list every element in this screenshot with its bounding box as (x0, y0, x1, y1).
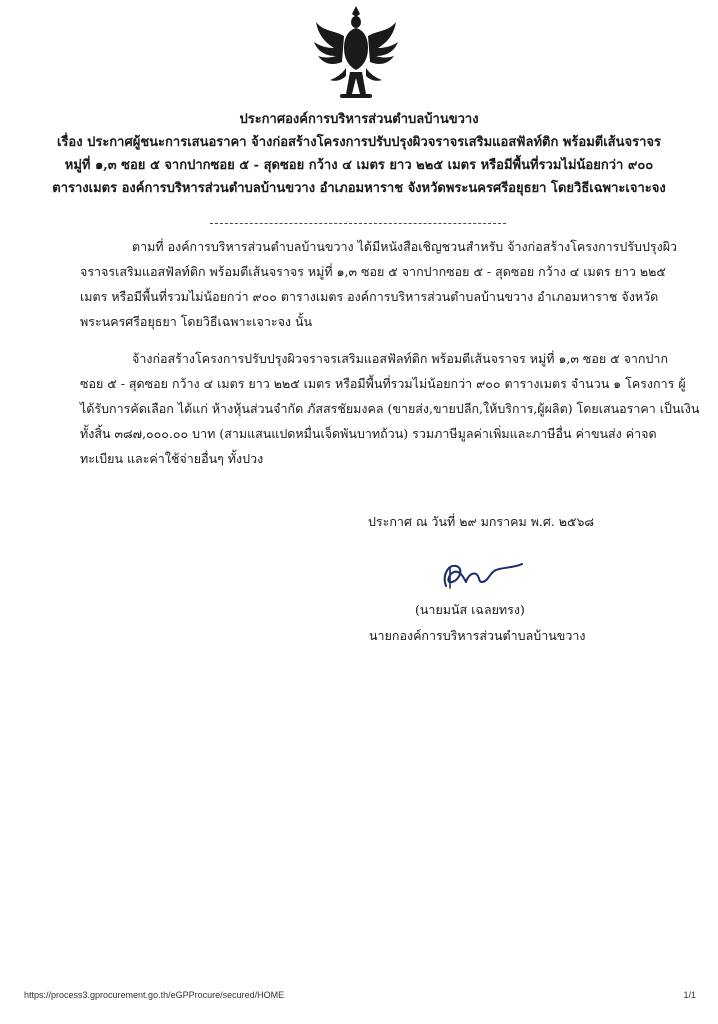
office-title: ประกาศองค์การบริหารส่วนตำบลบ้านขวาง (239, 112, 479, 127)
paragraph-1 (80, 234, 680, 334)
signer-name: (นายมนัส เฉลยทรง) (415, 602, 525, 617)
footer-page-number: 1/1 (683, 990, 696, 1000)
signer-title: นายกองค์การบริหารส่วนตำบลบ้านขวาง (369, 628, 586, 643)
document-header (40, 108, 678, 200)
paragraph-2-line: ซอย ๕ - สุดซอย กว้าง ๔ เมตร ยาว ๒๒๕ เมตร หรือมีพื้นที่รวมไม่น้อยกว่า ๙๐๐ ตารางเมตร จำนวน ๑ โครงการ ผู้ (80, 376, 686, 391)
paragraph-2 (80, 346, 700, 471)
paragraph-1-line: ตามที่ องค์การบริหารส่วนตำบลบ้านขวาง ได้มีหนังสือเชิญชวนสำหรับ จ้างก่อสร้างโครงการปรับปรุงผิว (132, 239, 678, 254)
subject-line-3: ตารางเมตร องค์การบริหารส่วนตำบลบ้านขวาง อำเภอมหาราช จังหวัดพระนครศรีอยุธยา โดยวิธีเฉพาะเจาะจง (52, 181, 666, 196)
paragraph-2-line: ทั้งสิ้น ๓๘๗,๐๐๐.๐๐ บาท (สามแสนแปดหมื่นเจ็ดพันบาทถ้วน) รวมภาษีมูลค่าเพิ่มและภาษีอื่น ค่าขนส่ง ค่าจด (80, 426, 657, 441)
announcement-date: ประกาศ ณ วันที่ ๒๙ มกราคม พ.ศ. ๒๕๖๘ (368, 514, 595, 529)
subject-line-2: หมู่ที่ ๑,๓ ซอย ๕ จากปากซอย ๕ - สุดซอย กว้าง ๔ เมตร ยาว ๒๒๕ เมตร หรือมีพื้นที่รวมไม่น้อยกว่า ๙๐๐ (64, 158, 654, 173)
footer-url: https://process3.gprocurement.go.th/eGPProcure/secured/HOME (24, 990, 285, 1000)
paragraph-1-line: จราจรเสริมแอสฟัลท์ติก พร้อมตีเส้นจราจร หมู่ที่ ๑,๓ ซอย ๕ จากปากซอย ๕ - สุดซอย กว้าง ๔ เมตร ยาว ๒๒๕ (80, 264, 666, 279)
paragraph-1-line: เมตร หรือมีพื้นที่รวมไม่น้อยกว่า ๙๐๐ ตารางเมตร องค์การบริหารส่วนตำบลบ้านขวาง อำเภอมหาราช จังหวัด (80, 289, 659, 304)
paragraph-2-line: จ้างก่อสร้างโครงการปรับปรุงผิวจราจรเสริมแอสฟัลท์ติก พร้อมตีเส้นจราจร หมู่ที่ ๑,๓ ซอย ๕ จากปาก (132, 351, 669, 366)
paragraph-2-line: ได้รับการคัดเลือก ได้แก่ ห้างหุ้นส่วนจำกัด ภัสสรชัยมงคล (ขายส่ง,ขายปลีก,ให้บริการ,ผู้ผลิต) โดยเสนอราคา เป็นเงิน (80, 401, 700, 416)
handwritten-signature (428, 556, 538, 596)
dashed-divider (210, 223, 506, 224)
paragraph-2-line: ทะเบียน และค่าใช้จ่ายอื่นๆ ทั้งปวง (80, 451, 264, 466)
subject-line-1: เรื่อง ประกาศผู้ชนะการเสนอราคา จ้างก่อสร้างโครงการปรับปรุงผิวจราจรเสริมแอสฟัลท์ติก พร้อมตีเส้นจราจร (56, 135, 661, 150)
paragraph-1-line: พระนครศรีอยุธยา โดยวิธีเฉพาะเจาะจง นั้น (80, 314, 313, 329)
garuda-emblem-icon (310, 2, 402, 102)
